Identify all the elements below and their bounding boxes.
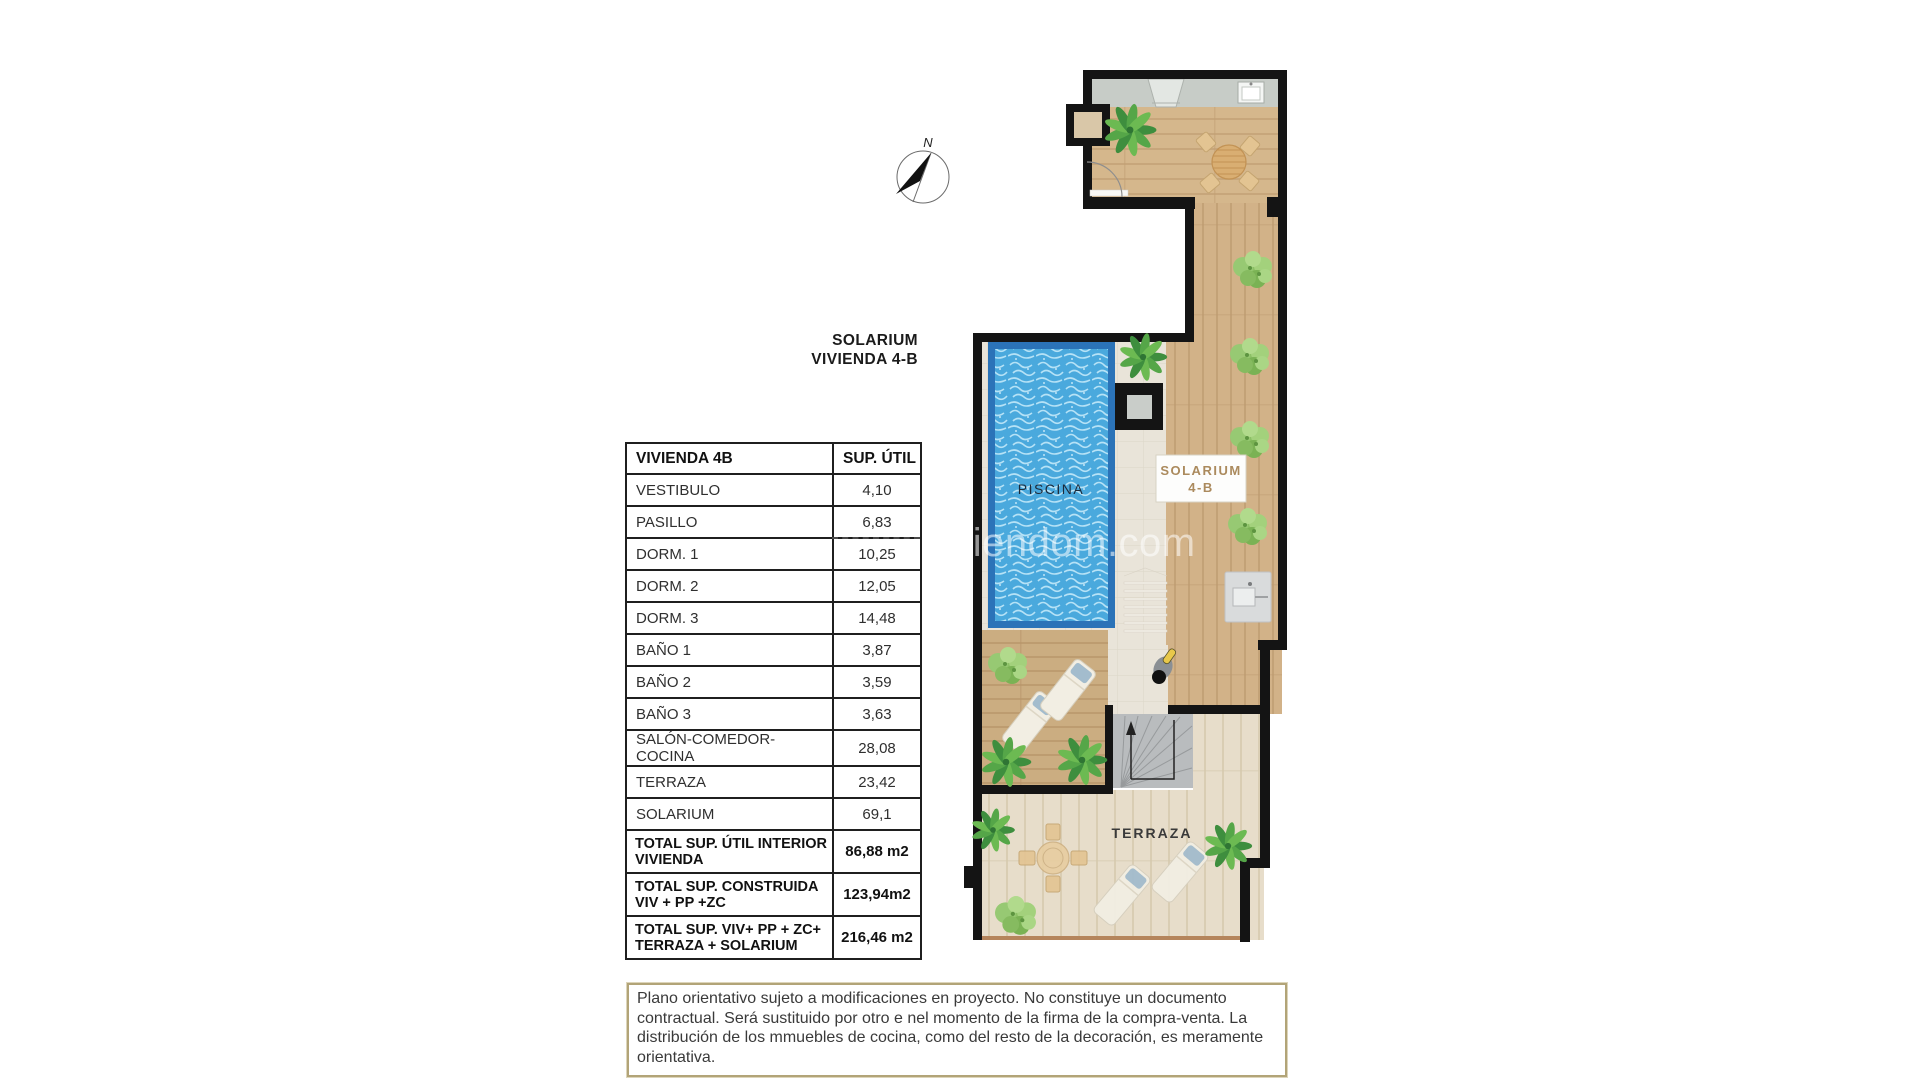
total-value-cell: 123,94m2 [833,873,921,916]
disclaimer-box [627,983,1287,1077]
area-value-cell: 23,42 [833,766,921,798]
area-value-cell: 10,25 [833,538,921,570]
header-name-cell: VIVIENDA 4B [626,443,833,474]
area-value-cell: 12,05 [833,570,921,602]
pool-label: PISCINA [1017,481,1085,497]
room-label-cell: BAÑO 1 [626,634,833,666]
area-value-cell: 69,1 [833,798,921,830]
total-value-cell: 86,88 m2 [833,830,921,873]
compass-north-label: N [923,135,933,150]
area-value-cell: 4,10 [833,474,921,506]
total-label-cell: TOTAL SUP. CONSTRUIDA VIV + PP +ZC [626,873,833,916]
room-label-cell: BAÑO 2 [626,666,833,698]
floor-plan [850,50,1310,960]
page-title-line2: VIVIENDA 4-B [811,351,918,368]
solarium-tag-line2: 4-B [1188,480,1214,495]
total-value-cell: 216,46 m2 [833,916,921,959]
area-value-cell: 3,87 [833,634,921,666]
wall-niche [1074,112,1102,138]
area-value-cell: 3,63 [833,698,921,730]
terraza-strip-floor [1193,714,1263,794]
watermark: eiendom.com [950,521,1196,565]
disclaimer-text: Plano orientativo sujeto a modificaciones en proyecto. No constituye un documento contractual. Será sustituido por otro e nel momento de la firma de la compra-venta. La distribución de los mmuebles de cocina, como del resto de la decoración, es meramente orientativa. [637,990,1264,1066]
header-area-cell: SUP. ÚTIL [833,443,921,474]
solarium-tag [1156,455,1246,502]
room-label-cell: DORM. 1 [626,538,833,570]
terraza-edge-line [976,936,1244,940]
area-value-cell: 14,48 [833,602,921,634]
room-label-cell: TERRAZA [626,766,833,798]
room-label-cell: BAÑO 3 [626,698,833,730]
room-label-cell: DORM. 3 [626,602,833,634]
solarium-tag-line1: SOLARIUM [1160,463,1242,478]
area-value-cell: 3,59 [833,666,921,698]
counter-area [1090,79,1280,107]
total-label-cell: TOTAL SUP. ÚTIL INTERIOR VIVIENDA [626,830,833,873]
area-value-cell: 28,08 [833,730,921,766]
compass-needle-icon [896,153,931,194]
total-label-cell: TOTAL SUP. VIV+ PP + ZC+ TERRAZA + SOLARIUM [626,916,833,959]
shower-tray [1225,572,1271,622]
room-label-cell: SOLARIUM [626,798,833,830]
page-title-line1: SOLARIUM [832,332,918,349]
area-value-cell: 6,83 [833,506,921,538]
room-label-cell: SALÓN-COMEDOR-COCINA [626,730,833,766]
terraza-label: TERRAZA [1111,825,1193,841]
room-label-cell: PASILLO [626,506,833,538]
room-label-cell: VESTIBULO [626,474,833,506]
compass [896,135,949,203]
room-label-cell: DORM. 2 [626,570,833,602]
